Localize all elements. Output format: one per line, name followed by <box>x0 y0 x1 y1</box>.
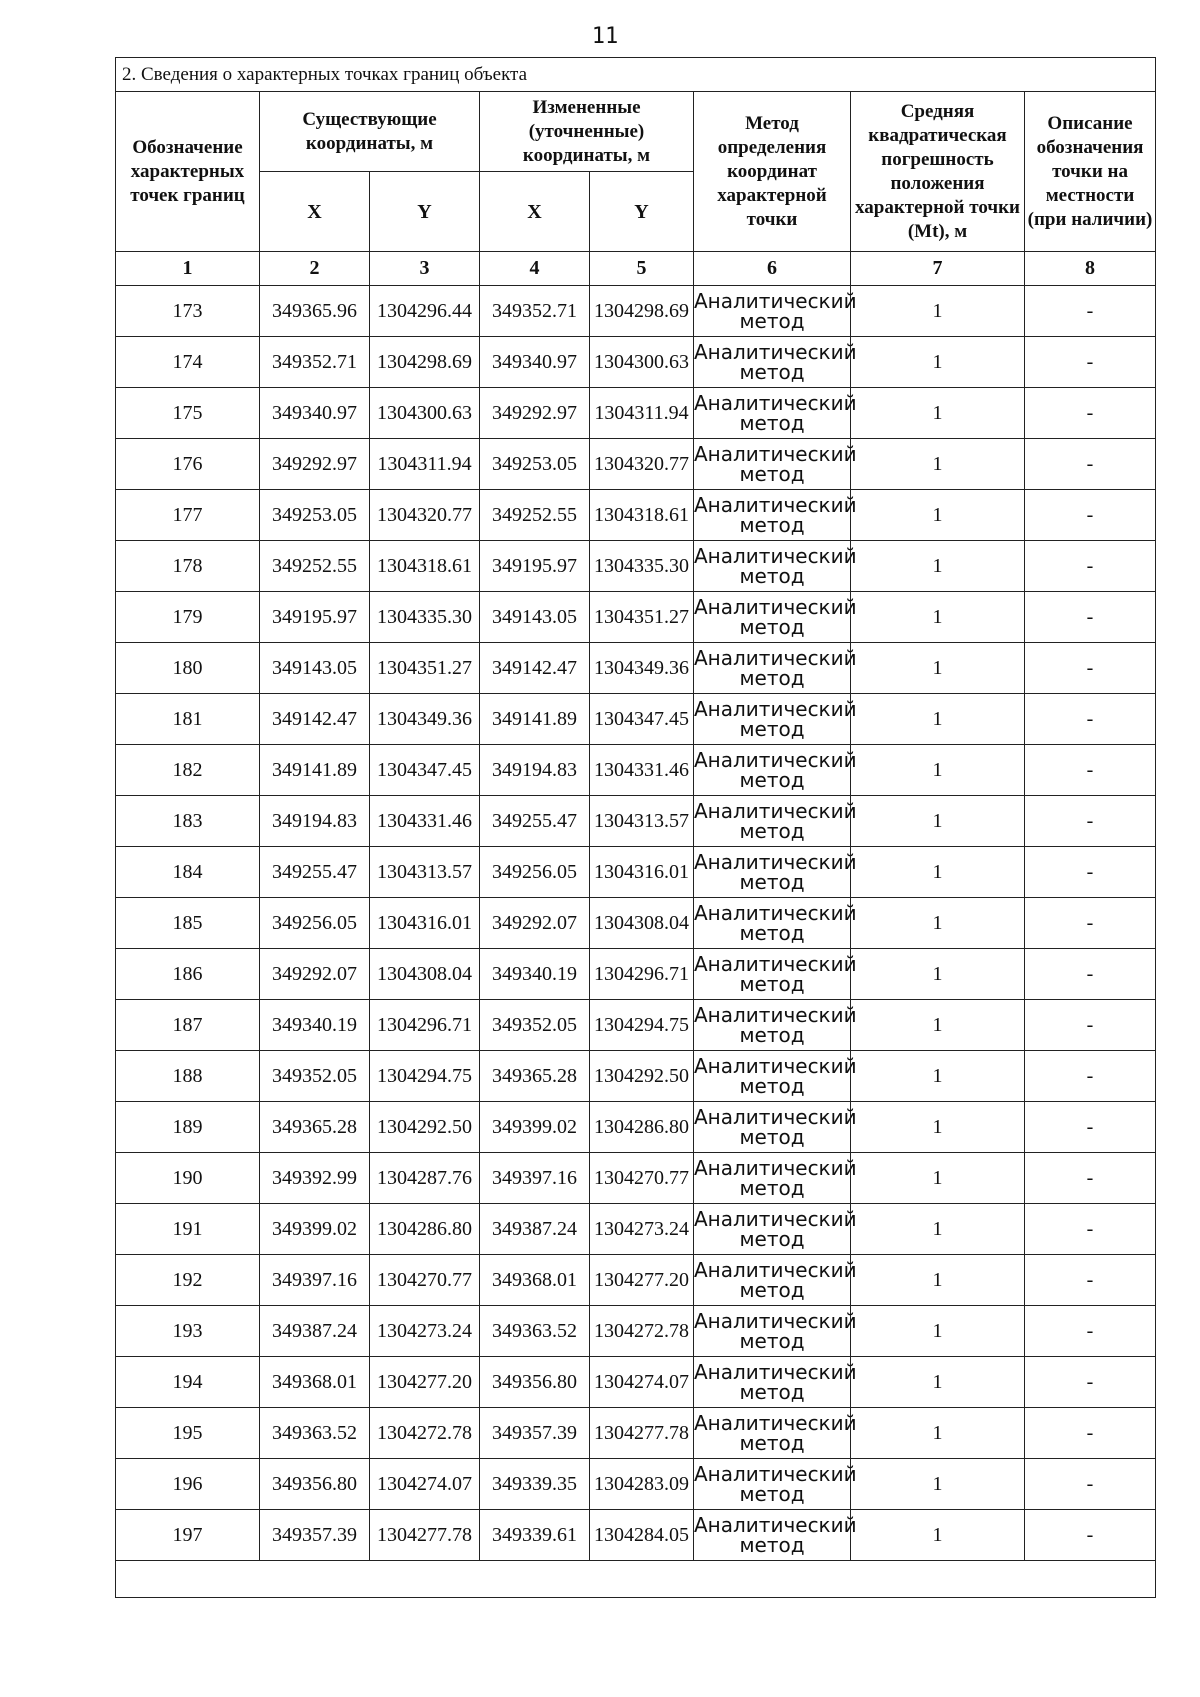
method-line1: Аналитический <box>694 544 857 568</box>
method-cell <box>694 1510 857 1561</box>
table-row <box>116 1000 1156 1051</box>
existing-y-cell: 1304311.94 <box>370 439 480 490</box>
existing-x-cell: 349387.24 <box>260 1306 370 1357</box>
table-row <box>116 694 1156 745</box>
changed-x-cell: 349143.05 <box>480 592 590 643</box>
description-cell: - <box>1025 643 1156 694</box>
method-line1: Аналитический <box>694 1156 857 1180</box>
method-line2: метод <box>739 666 805 690</box>
mt-cell: 1 <box>851 1102 1025 1153</box>
existing-y-cell: 1304298.69 <box>370 337 480 388</box>
method-cell <box>694 439 857 490</box>
header-changed-y: Y <box>590 172 694 252</box>
existing-y-cell: 1304270.77 <box>370 1255 480 1306</box>
table-row <box>116 490 1156 541</box>
table-row <box>116 1408 1156 1459</box>
point-id-cell: 196 <box>116 1459 260 1510</box>
changed-x-cell: 349357.39 <box>480 1408 590 1459</box>
mt-cell: 1 <box>851 796 1025 847</box>
mt-cell: 1 <box>851 643 1025 694</box>
point-id-cell: 195 <box>116 1408 260 1459</box>
method-cell <box>694 745 857 796</box>
method-line2: метод <box>739 717 805 741</box>
existing-y-cell: 1304318.61 <box>370 541 480 592</box>
page-number: 11 <box>591 24 619 49</box>
description-cell: - <box>1025 337 1156 388</box>
point-id-cell: 183 <box>116 796 260 847</box>
existing-x-cell: 349399.02 <box>260 1204 370 1255</box>
point-id-cell: 173 <box>116 286 260 337</box>
existing-y-cell: 1304313.57 <box>370 847 480 898</box>
header-point-description: Описание обозначения точки на местности (при наличии) <box>1025 92 1156 252</box>
existing-y-cell: 1304294.75 <box>370 1051 480 1102</box>
description-cell: - <box>1025 949 1156 1000</box>
method-line2: метод <box>739 1380 805 1404</box>
description-cell: - <box>1025 1051 1156 1102</box>
changed-x-cell: 349356.80 <box>480 1357 590 1408</box>
existing-y-cell: 1304292.50 <box>370 1102 480 1153</box>
method-line1: Аналитический <box>694 1054 857 1078</box>
description-cell: - <box>1025 1306 1156 1357</box>
point-id-cell: 188 <box>116 1051 260 1102</box>
point-id-cell: 180 <box>116 643 260 694</box>
method-line1: Аналитический <box>694 1105 857 1129</box>
method-cell <box>694 847 857 898</box>
point-id-cell: 176 <box>116 439 260 490</box>
header-existing-y: Y <box>370 172 480 252</box>
method-line1: Аналитический <box>694 1411 857 1435</box>
empty-footer-row <box>116 1561 1156 1598</box>
point-id-cell: 191 <box>116 1204 260 1255</box>
method-line1: Аналитический <box>694 1462 857 1486</box>
method-line2: метод <box>739 1125 805 1149</box>
description-cell: - <box>1025 1000 1156 1051</box>
method-line1: Аналитический <box>694 646 857 670</box>
table-row <box>116 1204 1156 1255</box>
existing-x-cell: 349143.05 <box>260 643 370 694</box>
description-cell: - <box>1025 388 1156 439</box>
existing-x-cell: 349256.05 <box>260 898 370 949</box>
method-line1: Аналитический <box>694 289 857 313</box>
method-cell <box>694 1306 857 1357</box>
existing-y-cell: 1304316.01 <box>370 898 480 949</box>
existing-x-cell: 349357.39 <box>260 1510 370 1561</box>
point-id-cell: 177 <box>116 490 260 541</box>
existing-x-cell: 349397.16 <box>260 1255 370 1306</box>
point-id-cell: 178 <box>116 541 260 592</box>
description-cell: - <box>1025 745 1156 796</box>
point-id-cell: 182 <box>116 745 260 796</box>
mt-cell: 1 <box>851 1153 1025 1204</box>
method-cell <box>694 1000 857 1051</box>
method-line2: метод <box>739 1533 805 1557</box>
header-point-designation: Обозначение характерных точек границ <box>116 92 260 252</box>
changed-y-cell: 1304284.05 <box>590 1510 694 1561</box>
method-line1: Аналитический <box>694 697 857 721</box>
method-cell <box>694 1102 857 1153</box>
method-line2: метод <box>739 615 805 639</box>
method-line1: Аналитический <box>694 340 857 364</box>
existing-y-cell: 1304320.77 <box>370 490 480 541</box>
point-id-cell: 179 <box>116 592 260 643</box>
description-cell: - <box>1025 1510 1156 1561</box>
existing-x-cell: 349142.47 <box>260 694 370 745</box>
description-cell: - <box>1025 1357 1156 1408</box>
mt-cell: 1 <box>851 949 1025 1000</box>
description-cell: - <box>1025 592 1156 643</box>
changed-y-cell: 1304313.57 <box>590 796 694 847</box>
method-line1: Аналитический <box>694 1360 857 1384</box>
method-line2: метод <box>739 972 805 996</box>
table-body <box>116 286 1156 1561</box>
method-line2: метод <box>739 513 805 537</box>
method-cell <box>694 1408 857 1459</box>
method-line2: метод <box>739 870 805 894</box>
changed-y-cell: 1304272.78 <box>590 1306 694 1357</box>
method-line1: Аналитический <box>694 1258 857 1282</box>
mt-cell: 1 <box>851 541 1025 592</box>
changed-x-cell: 349255.47 <box>480 796 590 847</box>
method-cell <box>694 898 857 949</box>
description-cell: - <box>1025 439 1156 490</box>
existing-y-cell: 1304300.63 <box>370 388 480 439</box>
existing-y-cell: 1304273.24 <box>370 1306 480 1357</box>
changed-y-cell: 1304300.63 <box>590 337 694 388</box>
method-cell <box>694 286 857 337</box>
changed-x-cell: 349387.24 <box>480 1204 590 1255</box>
changed-y-cell: 1304296.71 <box>590 949 694 1000</box>
method-line1: Аналитический <box>694 850 857 874</box>
table-row <box>116 643 1156 694</box>
changed-y-cell: 1304351.27 <box>590 592 694 643</box>
changed-x-cell: 349352.71 <box>480 286 590 337</box>
existing-x-cell: 349340.19 <box>260 1000 370 1051</box>
column-number: 4 <box>480 252 590 286</box>
existing-x-cell: 349365.28 <box>260 1102 370 1153</box>
existing-x-cell: 349292.07 <box>260 949 370 1000</box>
changed-y-cell: 1304335.30 <box>590 541 694 592</box>
description-cell: - <box>1025 541 1156 592</box>
changed-x-cell: 349292.07 <box>480 898 590 949</box>
description-cell: - <box>1025 1459 1156 1510</box>
table-row <box>116 592 1156 643</box>
column-number: 8 <box>1025 252 1156 286</box>
changed-y-cell: 1304331.46 <box>590 745 694 796</box>
method-cell <box>694 388 857 439</box>
existing-x-cell: 349195.97 <box>260 592 370 643</box>
method-line2: метод <box>739 411 805 435</box>
changed-y-cell: 1304311.94 <box>590 388 694 439</box>
column-number: 5 <box>590 252 694 286</box>
existing-y-cell: 1304287.76 <box>370 1153 480 1204</box>
mt-cell: 1 <box>851 1000 1025 1051</box>
header-changed-coordinates: Измененные (уточненные) координаты, м <box>480 92 694 172</box>
column-number: 2 <box>260 252 370 286</box>
method-cell <box>694 1051 857 1102</box>
header-existing-coordinates: Существующие координаты, м <box>260 92 480 172</box>
existing-y-cell: 1304349.36 <box>370 694 480 745</box>
method-line2: метод <box>739 819 805 843</box>
method-line2: метод <box>739 1023 805 1047</box>
existing-x-cell: 349356.80 <box>260 1459 370 1510</box>
method-cell <box>694 1255 857 1306</box>
existing-y-cell: 1304296.44 <box>370 286 480 337</box>
method-line1: Аналитический <box>694 595 857 619</box>
mt-cell: 1 <box>851 694 1025 745</box>
existing-x-cell: 349194.83 <box>260 796 370 847</box>
mt-cell: 1 <box>851 439 1025 490</box>
point-id-cell: 186 <box>116 949 260 1000</box>
table-row <box>116 1255 1156 1306</box>
changed-x-cell: 349292.97 <box>480 388 590 439</box>
point-id-cell: 189 <box>116 1102 260 1153</box>
table-row <box>116 286 1156 337</box>
changed-x-cell: 349352.05 <box>480 1000 590 1051</box>
existing-y-cell: 1304331.46 <box>370 796 480 847</box>
boundary-points-table <box>115 57 1156 1598</box>
changed-x-cell: 349339.35 <box>480 1459 590 1510</box>
description-cell: - <box>1025 847 1156 898</box>
mt-cell: 1 <box>851 388 1025 439</box>
changed-y-cell: 1304320.77 <box>590 439 694 490</box>
method-cell <box>694 592 857 643</box>
method-line2: метод <box>739 768 805 792</box>
point-id-cell: 185 <box>116 898 260 949</box>
method-line1: Аналитический <box>694 1309 857 1333</box>
changed-x-cell: 349399.02 <box>480 1102 590 1153</box>
changed-y-cell: 1304308.04 <box>590 898 694 949</box>
changed-x-cell: 349363.52 <box>480 1306 590 1357</box>
table-row <box>116 1051 1156 1102</box>
table-row <box>116 847 1156 898</box>
method-cell <box>694 694 857 745</box>
mt-cell: 1 <box>851 898 1025 949</box>
existing-x-cell: 349368.01 <box>260 1357 370 1408</box>
mt-cell: 1 <box>851 1204 1025 1255</box>
changed-y-cell: 1304318.61 <box>590 490 694 541</box>
description-cell: - <box>1025 1408 1156 1459</box>
table-row <box>116 337 1156 388</box>
point-id-cell: 181 <box>116 694 260 745</box>
existing-x-cell: 349255.47 <box>260 847 370 898</box>
method-cell <box>694 1204 857 1255</box>
method-line2: метод <box>739 1227 805 1251</box>
existing-y-cell: 1304277.20 <box>370 1357 480 1408</box>
mt-cell: 1 <box>851 847 1025 898</box>
changed-y-cell: 1304277.78 <box>590 1408 694 1459</box>
existing-x-cell: 349252.55 <box>260 541 370 592</box>
mt-cell: 1 <box>851 490 1025 541</box>
existing-x-cell: 349365.96 <box>260 286 370 337</box>
method-cell <box>694 1153 857 1204</box>
existing-x-cell: 349363.52 <box>260 1408 370 1459</box>
section-title: 2. Сведения о характерных точках границ объекта <box>116 58 1156 92</box>
table-row <box>116 439 1156 490</box>
method-line2: метод <box>739 921 805 945</box>
method-line1: Аналитический <box>694 799 857 823</box>
method-line2: метод <box>739 1482 805 1506</box>
existing-x-cell: 349392.99 <box>260 1153 370 1204</box>
point-id-cell: 187 <box>116 1000 260 1051</box>
header-method: Метод определения координат характерной точки <box>694 92 851 252</box>
changed-x-cell: 349340.19 <box>480 949 590 1000</box>
description-cell: - <box>1025 286 1156 337</box>
existing-x-cell: 349340.97 <box>260 388 370 439</box>
empty-cell <box>116 1561 1156 1598</box>
table-row <box>116 1510 1156 1561</box>
changed-x-cell: 349142.47 <box>480 643 590 694</box>
method-line1: Аналитический <box>694 1003 857 1027</box>
method-line1: Аналитический <box>694 901 857 925</box>
table-row <box>116 1102 1156 1153</box>
description-cell: - <box>1025 1204 1156 1255</box>
existing-x-cell: 349253.05 <box>260 490 370 541</box>
method-line2: метод <box>739 462 805 486</box>
changed-x-cell: 349397.16 <box>480 1153 590 1204</box>
table-row <box>116 388 1156 439</box>
mt-cell: 1 <box>851 592 1025 643</box>
changed-x-cell: 349253.05 <box>480 439 590 490</box>
method-cell <box>694 643 857 694</box>
header-existing-x: X <box>260 172 370 252</box>
table-row <box>116 745 1156 796</box>
existing-y-cell: 1304308.04 <box>370 949 480 1000</box>
method-line2: метод <box>739 1278 805 1302</box>
description-cell: - <box>1025 490 1156 541</box>
existing-x-cell: 349292.97 <box>260 439 370 490</box>
method-line2: метод <box>739 360 805 384</box>
changed-y-cell: 1304316.01 <box>590 847 694 898</box>
point-id-cell: 193 <box>116 1306 260 1357</box>
description-cell: - <box>1025 1102 1156 1153</box>
method-line2: метод <box>739 1074 805 1098</box>
mt-cell: 1 <box>851 1408 1025 1459</box>
changed-y-cell: 1304277.20 <box>590 1255 694 1306</box>
changed-y-cell: 1304298.69 <box>590 286 694 337</box>
header-changed-x: X <box>480 172 590 252</box>
method-cell <box>694 949 857 1000</box>
changed-x-cell: 349194.83 <box>480 745 590 796</box>
method-line1: Аналитический <box>694 442 857 466</box>
header-mean-square-error: Средняя квадратическая погрешность положения характерной точки (Mt), м <box>851 92 1025 252</box>
mt-cell: 1 <box>851 337 1025 388</box>
changed-x-cell: 349368.01 <box>480 1255 590 1306</box>
method-line2: метод <box>739 564 805 588</box>
existing-x-cell: 349141.89 <box>260 745 370 796</box>
changed-y-cell: 1304349.36 <box>590 643 694 694</box>
existing-y-cell: 1304286.80 <box>370 1204 480 1255</box>
changed-y-cell: 1304274.07 <box>590 1357 694 1408</box>
existing-y-cell: 1304296.71 <box>370 1000 480 1051</box>
changed-y-cell: 1304283.09 <box>590 1459 694 1510</box>
table-row <box>116 898 1156 949</box>
description-cell: - <box>1025 898 1156 949</box>
point-id-cell: 194 <box>116 1357 260 1408</box>
method-line2: метод <box>739 1176 805 1200</box>
table-row <box>116 796 1156 847</box>
point-id-cell: 175 <box>116 388 260 439</box>
method-cell <box>694 1459 857 1510</box>
table-row <box>116 1153 1156 1204</box>
existing-y-cell: 1304351.27 <box>370 643 480 694</box>
method-cell <box>694 490 857 541</box>
method-line1: Аналитический <box>694 391 857 415</box>
column-number: 3 <box>370 252 480 286</box>
method-line1: Аналитический <box>694 1513 857 1537</box>
table-row <box>116 1459 1156 1510</box>
changed-x-cell: 349256.05 <box>480 847 590 898</box>
point-id-cell: 190 <box>116 1153 260 1204</box>
method-line1: Аналитический <box>694 493 857 517</box>
point-id-cell: 192 <box>116 1255 260 1306</box>
mt-cell: 1 <box>851 745 1025 796</box>
changed-x-cell: 349252.55 <box>480 490 590 541</box>
changed-y-cell: 1304294.75 <box>590 1000 694 1051</box>
mt-cell: 1 <box>851 1306 1025 1357</box>
description-cell: - <box>1025 796 1156 847</box>
mt-cell: 1 <box>851 286 1025 337</box>
existing-y-cell: 1304347.45 <box>370 745 480 796</box>
column-number: 6 <box>694 252 851 286</box>
changed-y-cell: 1304286.80 <box>590 1102 694 1153</box>
changed-y-cell: 1304292.50 <box>590 1051 694 1102</box>
existing-y-cell: 1304274.07 <box>370 1459 480 1510</box>
description-cell: - <box>1025 1255 1156 1306</box>
point-id-cell: 197 <box>116 1510 260 1561</box>
changed-x-cell: 349141.89 <box>480 694 590 745</box>
mt-cell: 1 <box>851 1510 1025 1561</box>
changed-y-cell: 1304273.24 <box>590 1204 694 1255</box>
existing-y-cell: 1304272.78 <box>370 1408 480 1459</box>
method-line1: Аналитический <box>694 1207 857 1231</box>
method-line1: Аналитический <box>694 952 857 976</box>
table-row <box>116 949 1156 1000</box>
existing-x-cell: 349352.05 <box>260 1051 370 1102</box>
changed-x-cell: 349339.61 <box>480 1510 590 1561</box>
method-line1: Аналитический <box>694 748 857 772</box>
changed-x-cell: 349340.97 <box>480 337 590 388</box>
method-line2: метод <box>739 1329 805 1353</box>
method-line2: метод <box>739 1431 805 1455</box>
mt-cell: 1 <box>851 1357 1025 1408</box>
method-cell <box>694 1357 857 1408</box>
method-cell <box>694 541 857 592</box>
changed-y-cell: 1304270.77 <box>590 1153 694 1204</box>
mt-cell: 1 <box>851 1051 1025 1102</box>
table-row <box>116 541 1156 592</box>
changed-x-cell: 349195.97 <box>480 541 590 592</box>
method-line2: метод <box>739 309 805 333</box>
column-number: 7 <box>851 252 1025 286</box>
existing-y-cell: 1304277.78 <box>370 1510 480 1561</box>
changed-x-cell: 349365.28 <box>480 1051 590 1102</box>
description-cell: - <box>1025 694 1156 745</box>
description-cell: - <box>1025 1153 1156 1204</box>
table-row <box>116 1357 1156 1408</box>
point-id-cell: 184 <box>116 847 260 898</box>
mt-cell: 1 <box>851 1255 1025 1306</box>
table-row <box>116 1306 1156 1357</box>
point-id-cell: 174 <box>116 337 260 388</box>
method-cell <box>694 337 857 388</box>
existing-x-cell: 349352.71 <box>260 337 370 388</box>
changed-y-cell: 1304347.45 <box>590 694 694 745</box>
mt-cell: 1 <box>851 1459 1025 1510</box>
existing-y-cell: 1304335.30 <box>370 592 480 643</box>
method-cell <box>694 796 857 847</box>
column-number: 1 <box>116 252 260 286</box>
